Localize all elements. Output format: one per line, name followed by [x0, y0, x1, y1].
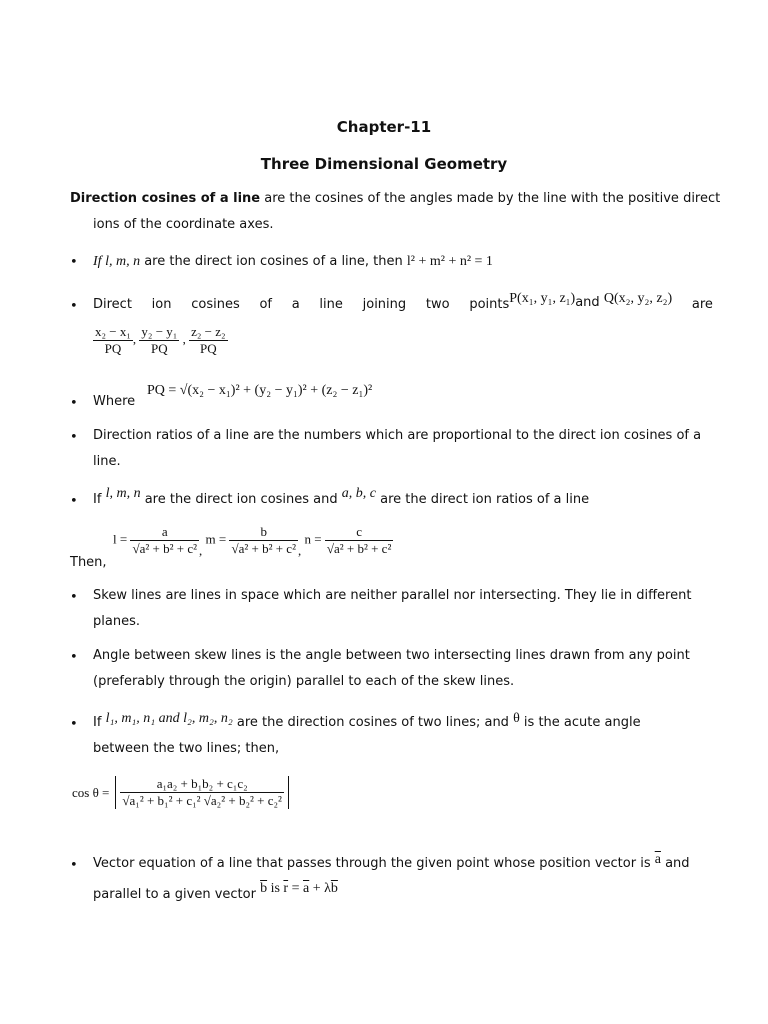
b9-text2: parallel to a given vector [93, 887, 261, 902]
intro-line1 [70, 186, 720, 212]
b9-text: Vector equation of a line that passes through the given point whose position vector is [93, 856, 655, 871]
frac-den: √a² + b² + c² [326, 541, 392, 556]
b2-word: ion [151, 297, 172, 312]
b6-line2: planes. [93, 614, 140, 629]
b2-frac-z [189, 324, 227, 357]
b2-word: two [425, 297, 450, 312]
b2-and: and [575, 295, 600, 310]
vector-b: $\overline{b}$ [260, 881, 268, 896]
bullet-5 [93, 487, 589, 513]
frac-num: b [260, 524, 267, 539]
intro-term: Direction cosines of a line [70, 191, 261, 206]
frac-den: PQ [189, 340, 227, 357]
frac-num: a₁a₂ + b₁b₂ + c₁c₂ [156, 776, 248, 791]
frac-den: √a² + b² + c² [231, 541, 296, 556]
chapter-label: Chapter-11 [336, 118, 432, 136]
frac-sep: , [182, 331, 186, 347]
bullet-dot: • [70, 396, 78, 411]
b9-eq [260, 881, 338, 896]
frac-num: c [356, 524, 362, 539]
m-lhs: m = [205, 531, 227, 547]
b2-word: line [319, 297, 343, 312]
b5-vars1: l, m, n [105, 486, 141, 501]
b6-line1: Skew lines are lines in space which are neither parallel nor intersecting. They lie in different [93, 588, 692, 603]
b2-word: a [291, 297, 300, 312]
n-lhs: n = [304, 531, 322, 547]
b5-end: are the direct ion ratios of a line [376, 492, 590, 507]
b2-frac-y [139, 324, 179, 357]
bullet-2-line1 [93, 292, 713, 318]
b8-vars: l₁, m₁, n₁ and l₂, m₂, n₂ [105, 711, 233, 726]
b9-equals: = [288, 881, 303, 896]
intro-text-1: are the cosines of the angles made by the line with the positive direct [260, 191, 721, 206]
bullet-8 [93, 710, 641, 736]
b2-fractions [93, 324, 228, 357]
frac-sep: , [297, 543, 302, 559]
b1-lead: If [93, 254, 102, 269]
b9-line1 [93, 851, 690, 877]
cos-den1: √a₁² + b₁² + c₁² [122, 793, 201, 808]
n-fraction [325, 524, 394, 557]
cos-den2: √a₂² + b₂² + c₂² [203, 793, 282, 808]
vector-b2: $\overline{b}$ [330, 881, 338, 896]
b2-q-point: Q(x₂, y₂, z₂) [603, 291, 673, 306]
frac-sep: , [132, 331, 137, 347]
frac-num: x₂ − x₁ [95, 324, 131, 339]
then-label: Then, [70, 555, 107, 570]
b2-frac-x [93, 324, 133, 357]
bullet-dot: • [70, 430, 78, 445]
b8-end: is the acute angle [519, 715, 641, 730]
chapter-title: Three Dimensional Geometry [260, 155, 508, 173]
b2-p-point: P(x₁, y₁, z₁) [509, 291, 576, 306]
bullet-dot: • [70, 590, 78, 605]
b9-line2 [93, 882, 338, 908]
b4-line2: line. [93, 454, 121, 469]
frac-den: PQ [139, 340, 179, 357]
abs-value-bars [115, 776, 289, 809]
b9-plus-lambda: + λ [309, 881, 331, 896]
cos-fraction [120, 776, 284, 809]
bullet-dot: • [70, 494, 78, 509]
frac-den: √a² + b² + c² [132, 541, 197, 556]
b2-word: Direct [93, 297, 132, 312]
l-lhs: l = [113, 531, 128, 547]
bullet-dot: • [70, 650, 78, 665]
l-fraction [130, 524, 199, 557]
frac-den [120, 792, 284, 809]
b2-are: are [691, 297, 713, 312]
frac-sep: , [198, 543, 203, 559]
b2-word: joining [362, 297, 407, 312]
intro-line2: ions of the coordinate axes. [93, 217, 274, 232]
b7-line2: (preferably through the origin) parallel to each of the skew lines. [93, 674, 515, 689]
m-fraction [229, 524, 298, 557]
b8-text: are the direction cosines of two lines; and [232, 715, 514, 730]
b5-mid: are the direct ion cosines and [140, 492, 342, 507]
b5-lead: If [93, 492, 102, 507]
b3-eq: PQ = √(x₂ − x₁)² + (y₂ − y₁)² + (z₂ − z₁)² [147, 383, 373, 398]
frac-num: a [161, 524, 168, 539]
b4-line1: Direction ratios of a line are the numbers which are proportional to the direct ion cosines of a [93, 428, 702, 443]
b2-word: cosines [191, 297, 240, 312]
b5-vars2: a, b, c [341, 486, 376, 501]
b1-eq: l² + m² + n² = 1 [406, 254, 493, 269]
b9-is: is [267, 881, 284, 896]
b8-lead: If [93, 715, 102, 730]
b1-text: are the direct ion cosines of a line, then [140, 254, 407, 269]
frac-num: z₂ − z₂ [191, 324, 226, 339]
bullet-1 [93, 249, 493, 275]
bullet-dot: • [70, 255, 78, 270]
b8-line2: between the two lines; then, [93, 741, 280, 756]
b2-word: of [259, 297, 272, 312]
frac-den: PQ [93, 340, 133, 357]
vector-r: $\overline{r}$ [283, 881, 289, 896]
b1-vars: l, m, n [101, 254, 141, 269]
then-equations [113, 524, 393, 557]
b7-line1: Angle between skew lines is the angle between two intersecting lines drawn from any point [93, 648, 690, 663]
bullet-dot: • [70, 299, 78, 314]
b9-and: and [660, 856, 690, 871]
bullet-dot: • [70, 717, 78, 732]
vector-a: $\overline{a}$ [654, 852, 661, 867]
b2-points [469, 292, 672, 318]
b8-theta: θ [513, 711, 520, 726]
cos-lhs: cos θ = [72, 784, 110, 800]
frac-num: y₂ − y₁ [141, 324, 178, 339]
b2-word: points [469, 297, 510, 312]
vector-a2: $\overline{a}$ [303, 881, 310, 896]
bullet-dot: • [70, 858, 78, 873]
cos-formula [72, 776, 289, 809]
b3-lead: Where [93, 394, 136, 409]
